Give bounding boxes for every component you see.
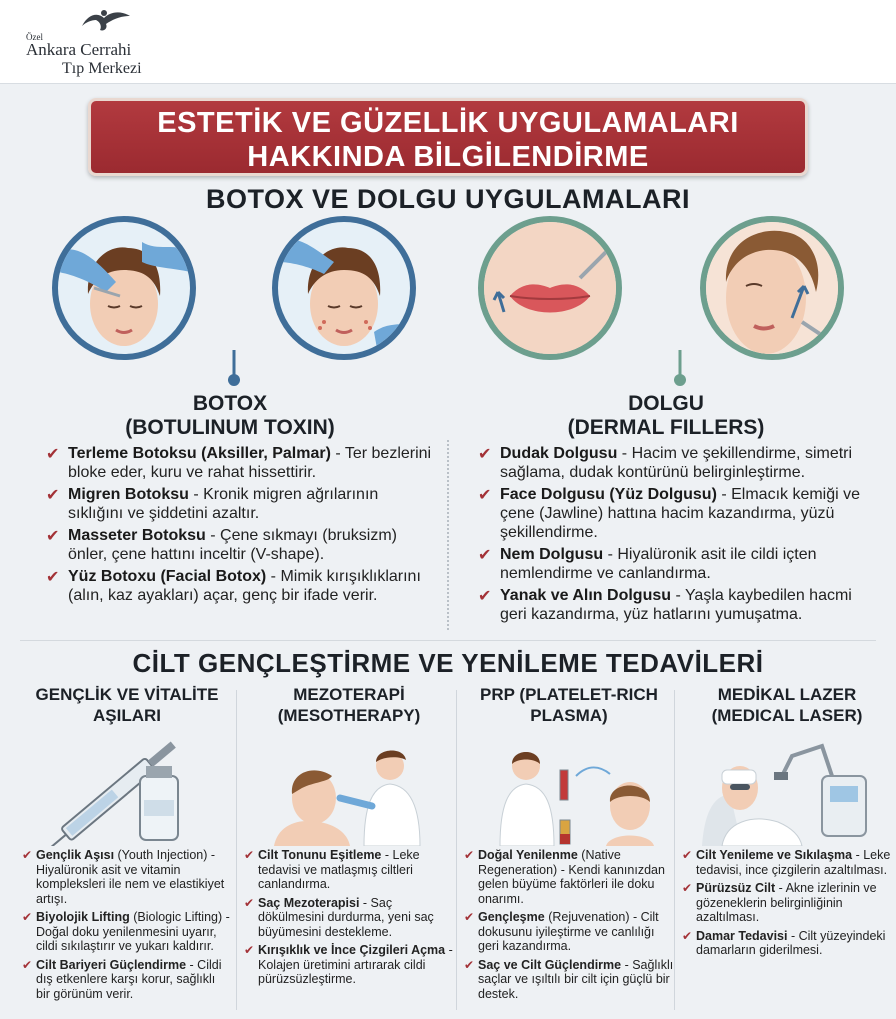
dolgu-lip-illustration (478, 216, 622, 360)
item-bold: Saç ve Cilt Güçlendirme (478, 957, 622, 972)
list-item (46, 485, 436, 523)
item-text: - Ter bezlerini bloke eder, kuru ve rahat hissettirir. (68, 445, 432, 481)
botox-section-title: BOTOX VE DOLGU UYGULAMALARI (205, 184, 690, 214)
laser-device-icon (682, 736, 892, 846)
item-bold: Yanak ve Alın Dolgusu (500, 587, 672, 604)
item-text: - Leke tedavisi, ince çizgilerin azaltılması. (696, 848, 891, 877)
item-text: - Saç dökülmesini durdurma, yeni saç büyümesini destekleme. (258, 895, 434, 939)
horizontal-divider (20, 640, 876, 641)
dolgu-cheek-illustration (700, 216, 844, 360)
item-bold: Cilt Tonunu Eşitleme (258, 848, 382, 862)
check-icon: ✔ (682, 928, 693, 943)
face-injection-icon (278, 222, 410, 354)
dolgu-connector-icon (666, 350, 696, 390)
list-item (464, 910, 674, 954)
check-icon: ✔ (46, 446, 60, 463)
column-title: MEZOTERAPİ (MESOTHERAPY) (277, 685, 421, 725)
dolgu-heading (486, 392, 846, 440)
check-icon: ✔ (682, 848, 693, 862)
column-medikal-lazer (682, 684, 892, 1014)
banner-line-1: ESTETİK VE GÜZELLİK UYGULAMALARI (157, 107, 739, 139)
list-item (464, 958, 674, 1002)
botox-title: BOTOX (192, 392, 268, 415)
list-item (22, 958, 232, 1002)
cheek-filler-icon (706, 222, 838, 354)
check-icon: ✔ (464, 957, 475, 972)
item-bold: Pürüzsüz Cilt (696, 881, 776, 895)
column-list (244, 848, 454, 991)
item-text: (Rejuvenation) - Cilt dokusunu iyileştirme ve canlılığı geri kazandırma. (478, 910, 659, 953)
title-banner (88, 98, 808, 176)
column-list (22, 848, 232, 1005)
list-item (46, 567, 436, 605)
cilt-section-title: CİLT GENÇLEŞTİRME VE YENİLEME TEDAVİLERİ (132, 648, 764, 678)
botox-heading (60, 392, 400, 440)
item-bold: Nem Dolgusu (500, 546, 604, 563)
check-icon: ✔ (464, 910, 475, 924)
botox-forehead-illustration (52, 216, 196, 360)
botox-subtitle: (BOTULINUM TOXIN) (125, 416, 335, 439)
check-icon: ✔ (22, 957, 33, 972)
item-text: - Akne izlerinin ve gözeneklerin belirginliğinin azaltılması. (696, 881, 877, 924)
item-text: (Biologic Lifting) - Doğal doku yenilenmesini uyarır, cildi sıkılaştırır ve yukarı kaldırır. (36, 910, 230, 953)
list-item (478, 485, 880, 542)
column-genclik-asilari (22, 684, 232, 1014)
dolgu-subtitle: (DERMAL FILLERS) (567, 416, 765, 439)
logo-ozel-text: Özel (26, 32, 43, 42)
item-text: (Youth Injection) - Hiyalüronik asit ve vitamin kompleksleri ile nem ve elastikiyet artışı. (36, 848, 225, 906)
column-title: MEDİKAL LAZER (MEDICAL LASER) (711, 685, 863, 725)
item-bold: Masseter Botoksu (68, 527, 206, 544)
item-text: (Native Regeneration) - Kendi kanınızdan gelen büyüme faktörleri ile doku onarımı. (478, 848, 665, 906)
list-item (46, 526, 436, 564)
item-bold: Doğal Yenilenme (478, 848, 578, 862)
column-divider (674, 690, 675, 1010)
list-item (478, 444, 880, 482)
lip-filler-icon (484, 222, 616, 354)
column-title: GENÇLİK VE VİTALİTE AŞILARI (35, 685, 219, 725)
face-injection-icon (58, 222, 190, 354)
item-bold: Saç Mezoterapisi (258, 895, 360, 910)
item-bold: Damar Tedavisi (696, 928, 788, 943)
column-divider (236, 690, 237, 1010)
logo-line-1: Ankara Cerrahi (26, 40, 132, 59)
list-item (46, 444, 436, 482)
logo-line-2: Tıp Merkezi (62, 60, 142, 77)
item-text: - Elmacık kemiği ve çene (Jawline) hattına hacim kazandırma, yüzü şekillendirme. (500, 486, 861, 541)
check-icon: ✔ (22, 848, 33, 862)
item-bold: Dudak Dolgusu (500, 445, 618, 462)
botox-connector-icon (220, 350, 250, 390)
item-text: - Hacim ve şekillendirme, simetri sağlama, dudak kontürünü belirginleştirme. (500, 445, 853, 481)
header-bar (0, 0, 896, 84)
dolgu-title: DOLGU (628, 392, 704, 415)
item-bold: Yüz Botoxu (Facial Botox) (68, 568, 267, 585)
logo-figure-icon (74, 8, 134, 34)
list-item (464, 848, 674, 906)
column-divider (456, 690, 457, 1010)
item-text: - Mimik kırışıklıklarını (alın, kaz ayakları) açar, genç bir ifade verir. (68, 568, 421, 604)
check-icon: ✔ (478, 487, 492, 504)
syringe-vial-icon (22, 736, 232, 846)
check-icon: ✔ (22, 910, 33, 924)
list-item (22, 848, 232, 906)
item-bold: Kırışıklık ve İnce Çizgileri Açma (258, 943, 446, 957)
item-bold: Biyolojik Lifting (36, 910, 130, 924)
item-text: - Çene sıkmayı (bruksizm) önler, çene hattını inceltir (V-shape). (68, 527, 397, 563)
check-icon: ✔ (244, 943, 255, 957)
column-mezoterapi (244, 684, 454, 1014)
check-icon: ✔ (46, 569, 60, 586)
item-bold: Face Dolgusu (Yüz Dolgusu) (500, 486, 717, 503)
item-text: - Kronik migren ağrılarının sıklığını ve şiddetini azaltır. (68, 486, 379, 522)
list-item (478, 545, 880, 583)
item-bold: Gençlik Aşısı (36, 848, 115, 862)
list-item (244, 896, 454, 940)
item-text: - Cildi dış etkenlere karşı korur, sağlıklı bir görünüm verir. (36, 957, 222, 1001)
item-bold: Gençleşme (478, 910, 545, 924)
check-icon: ✔ (478, 547, 492, 564)
item-text: - Hiyalüronik asit ile cildi içten nemlendirme ve canlandırma. (500, 546, 817, 582)
check-icon: ✔ (682, 881, 693, 895)
column-list (682, 848, 892, 962)
banner-line-2: HAKKINDA BİLGİLENDİRME (247, 141, 649, 173)
item-text: - Sağlıklı saçlar ve ışıltılı bir cilt için güçlü bir destek. (478, 957, 674, 1001)
item-text: - Cilt yüzeyindeki damarların giderilmesi. (696, 928, 886, 957)
column-prp (464, 684, 674, 1014)
list-item (682, 848, 892, 877)
list-item (244, 848, 454, 892)
logo[interactable] (22, 8, 192, 78)
list-item (244, 943, 454, 987)
check-icon: ✔ (46, 528, 60, 545)
item-text: - Yaşla kaybedilen hacmi geri kazandırma, yüz hatlarını yumuşatma. (500, 587, 852, 623)
item-bold: Cilt Yenileme ve Sıkılaşma (696, 848, 853, 862)
item-bold: Cilt Bariyeri Güçlendirme (36, 957, 187, 972)
list-item (682, 929, 892, 958)
dolgu-list (478, 444, 880, 627)
column-title: PRP (PLATELET-RICH PLASMA) (480, 685, 658, 725)
check-icon: ✔ (244, 848, 255, 862)
check-icon: ✔ (478, 588, 492, 605)
section-divider (447, 440, 449, 630)
item-bold: Terleme Botoksu (Aksiller, Palmar) (68, 445, 331, 462)
mesotherapy-scene-icon (244, 736, 454, 846)
item-text: - Kolajen üretimini artırarak cildi pürüzsüzleştirme. (258, 943, 453, 986)
botox-jaw-illustration (272, 216, 416, 360)
list-item (682, 881, 892, 925)
prp-scene-icon (464, 736, 674, 846)
botox-list (46, 444, 436, 608)
item-text: - Leke tedavisi ve matlaşmış ciltleri canlandırma. (258, 848, 420, 891)
check-icon: ✔ (478, 446, 492, 463)
list-item (478, 586, 880, 624)
check-icon: ✔ (46, 487, 60, 504)
check-icon: ✔ (464, 848, 475, 862)
column-list (464, 848, 674, 1005)
item-bold: Migren Botoksu (68, 486, 189, 503)
check-icon: ✔ (244, 895, 255, 910)
list-item (22, 910, 232, 954)
